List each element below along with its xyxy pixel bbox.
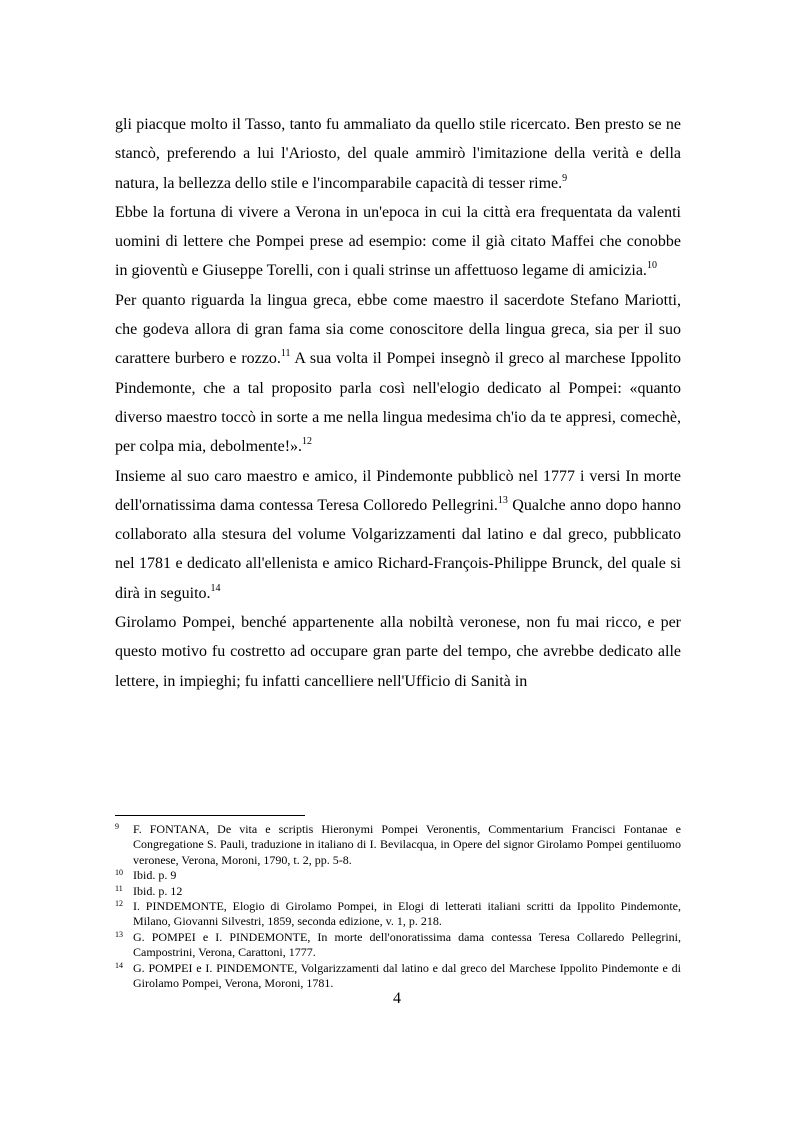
footnote-number: 11	[115, 883, 123, 893]
footnote	[115, 899, 681, 930]
footnote-number: 10	[115, 868, 123, 878]
footnote-ref[interactable]: 14	[210, 582, 221, 594]
footnote-text: G. POMPEI e I. PINDEMONTE, In morte dell'onoratissima dama contessa Teresa Collaredo Pellegrini, Campostrini, Verona, Carattoni, 1777.	[133, 929, 681, 960]
paragraph-text: Qualche anno dopo hanno collaborato alla stesura del volume Volgarizzamenti dal latino e dal greco, pubblicato nel 1781 e dedicato all'ellenista e amico Richard-François-Philippe Brunck, del quale si dirà in seguito.	[115, 496, 681, 602]
footnote-separator	[115, 815, 305, 816]
paragraph-text: Per quanto riguarda la lingua greca, ebbe come maestro il sacerdote Stefano Mariotti, che godeva allora di gran fama sia come conoscitore della lingua greca, sia per il suo carattere burbero e rozzo.	[115, 291, 681, 368]
footnotes	[115, 822, 681, 991]
paragraph-text: A sua volta il Pompei insegnò il greco al marchese Ippolito Pindemonte, che a tal proposito parla così nell'elogio dedicato al Pompei: «quanto diverso maestro toccò in sorte a me nella lingua medesima ch'io da te appresi, comechè, per colpa mia, debolmente!».	[115, 350, 682, 456]
footnote-ref[interactable]: 12	[302, 436, 313, 448]
main-text	[115, 110, 681, 696]
footnote-text: I. PINDEMONTE, Elogio di Girolamo Pompei, in Elogi di letterati italiani scritti da Ippolito Pindemonte, Milano, Giovanni Silvestri, 1859, seconda edizione, v. 1, p. 218.	[133, 899, 681, 929]
footnote-text: Ibid. p. 9	[133, 868, 177, 883]
footnote-text: F. FONTANA, De vita e scriptis Hieronymi Pompei Veronentis, Commentarium Francisci Fontanae e Congregatione S. Pauli, traduzione in italiano di I. Bevilacqua, in Opere del signor Girolamo Pompei gentiluomo veronese, Verona, Moroni, 1790, t. 2, pp. 5-8.	[133, 822, 681, 867]
footnote-ref[interactable]: 13	[497, 494, 508, 506]
footnote-ref[interactable]: 10	[646, 260, 657, 272]
paragraph	[115, 286, 681, 462]
footnote-text: G. POMPEI e I. PINDEMONTE, Volgarizzamenti dal latino e dal greco del Marchese Ippolito Pindemonte e di Girolamo Pompei, Verona, Moroni, 1781.	[133, 960, 681, 991]
footnote-ref[interactable]: 9	[562, 172, 568, 184]
paragraph-text: Insieme al suo caro maestro e amico, il Pindemonte pubblicò nel 1777 i versi In morte dell'ornatissima dama contessa Teresa Colloredo Pellegrini.	[115, 467, 681, 514]
footnote	[115, 961, 681, 992]
footnote	[115, 884, 681, 899]
footnote-number: 13	[115, 929, 123, 939]
paragraph	[115, 198, 681, 286]
paragraph	[115, 608, 681, 696]
footnote	[115, 868, 681, 883]
paragraph	[115, 110, 681, 198]
paragraph-text: gli piacque molto il Tasso, tanto fu ammaliato da quello stile ricercato. Ben presto se ne stancò, preferendo a lui l'Ariosto, del quale ammirò l'imitazione della verità e della natura, la bellezza dello stile e l'incomparabile capacità di tesser rime.	[115, 116, 681, 192]
footnote-number: 9	[115, 822, 119, 831]
paragraph-text: Girolamo Pompei, benché appartenente alla nobiltà veronese, non fu mai ricco, e per questo motivo fu costretto ad occupare gran parte del tempo, che avrebbe dedicato alle lettere, in impieghi; fu infatti cancelliere nell'Ufficio di Sanità in	[115, 614, 681, 690]
page-number: 4	[393, 990, 401, 1007]
footnote	[115, 822, 681, 868]
footnote	[115, 930, 681, 961]
footnote-text: Ibid. p. 12	[133, 883, 183, 898]
paragraph-text: Ebbe la fortuna di vivere a Verona in un'epoca in cui la città era frequentata da valenti uomini di lettere che Pompei prese ad esempio: come il già citato Maffei che conobbe in gioventù e Giuseppe Torelli, con i quali strinse un affettuoso legame di amicizia.	[115, 203, 681, 280]
footnote-number: 14	[115, 960, 123, 970]
footnote-ref[interactable]: 11	[280, 348, 291, 360]
paragraph	[115, 462, 681, 608]
footnote-number: 12	[115, 899, 123, 909]
